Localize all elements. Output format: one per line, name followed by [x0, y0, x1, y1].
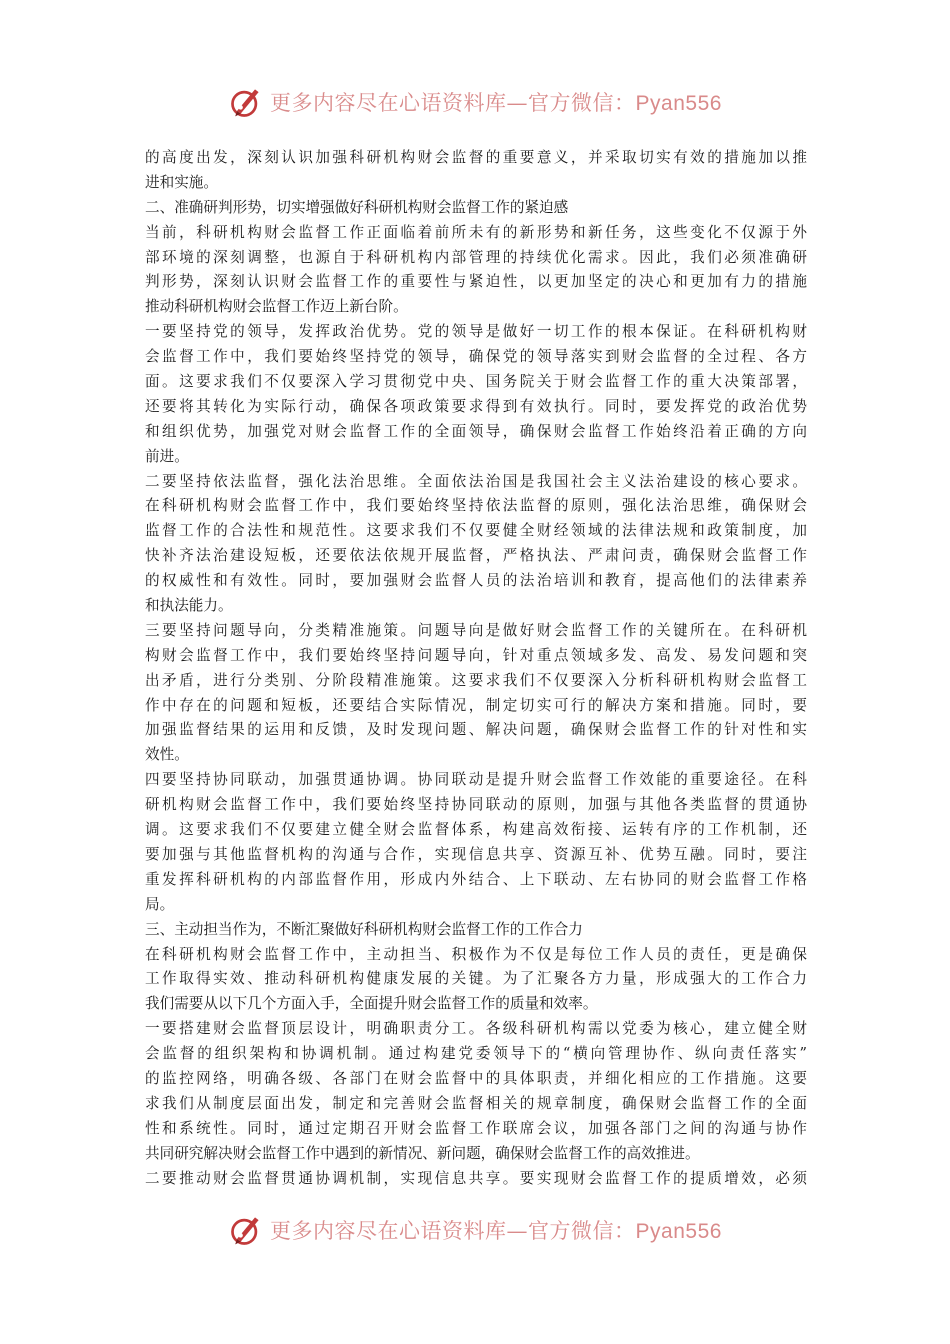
text-line: 研机构财会监督工作中，我们要始终坚持协同联动的原则，加强与其他各类监督的贯通协 [145, 796, 807, 814]
text-line: 性和系统性。同时，通过定期召开财会监督工作联席会议，加强各部门之间的沟通与协作 [145, 1119, 807, 1137]
text-line: 四要坚持协同联动，加强贯通协调。协同联动是提升财会监督工作效能的重要途径。在科 [145, 771, 807, 789]
text-line: 工作取得实效、推动科研机构健康发展的关键。为了汇聚各方力量，形成强大的工作合力 [145, 970, 807, 988]
text-line: 和组织优势，加强党对财会监督工作的全面领导，确保财会监督工作始终沿着正确的方向 [145, 422, 807, 440]
text-line: 求我们从制度层面出发，制定和完善财会监督相关的规章制度，确保财会监督工作的全面 [145, 1094, 807, 1112]
text-line: 会监督的组织架构和协调机制。通过构建党委领导下的“横向管理协作、纵向责任落实” [145, 1045, 807, 1063]
footer-banner-text: 更多内容尽在心语资料库—官方微信：Pyan556 [270, 1219, 722, 1243]
text-line: 判形势，深刻认识财会监督工作的重要性与紧迫性，以更加坚定的决心和更加有力的措施 [145, 273, 807, 291]
text-line: 我们需要从以下几个方面入手，全面提升财会监督工作的质量和效率。 [145, 995, 598, 1013]
text-line: 三、主动担当作为，不断汇聚做好科研机构财会监督工作的工作合力 [145, 920, 583, 938]
pen-logo-icon [228, 84, 264, 120]
text-line: 重发挥科研机构的内部监督作用，形成内外结合、上下联动、左右协同的财会监督工作格 [145, 870, 807, 888]
text-line: 的监控网络，明确各级、各部门在财会监督中的具体职责，并细化相应的工作措施。这要 [145, 1069, 807, 1087]
text-line: 共同研究解决财会监督工作中遇到的新情况、新问题，确保财会监督工作的高效推进。 [145, 1144, 700, 1162]
text-line: 二要坚持依法监督，强化法治思维。全面依法治国是我国社会主义法治建设的核心要求。 [145, 472, 807, 490]
text-line: 还要将其转化为实际行动，确保各项政策要求得到有效执行。同时，要发挥党的政治优势 [145, 397, 807, 415]
text-line: 要加强与其他监督机构的沟通与合作，实现信息共享、资源互补、优势互融。同时，要注 [145, 845, 807, 863]
text-line: 加强监督结果的运用和反馈，及时发现问题、解决问题，确保财会监督工作的针对性和实 [145, 721, 807, 739]
text-line: 会监督工作中，我们要始终坚持党的领导，确保党的领导落实到财会监督的全过程、各方 [145, 348, 807, 366]
text-line: 出矛盾，进行分类别、分阶段精准施策。这要求我们不仅要深入分析科研机构财会监督工 [145, 671, 807, 689]
text-line: 在科研机构财会监督工作中，我们要始终坚持依法监督的原则，强化法治思维，确保财会 [145, 497, 807, 515]
text-line: 构财会监督工作中，我们要始终坚持问题导向，针对重点领域多发、高发、易发问题和突 [145, 646, 807, 664]
text-line: 在科研机构财会监督工作中，主动担当、积极作为不仅是每位工作人员的责任，更是确保 [145, 945, 807, 963]
text-line: 一要搭建财会监督顶层设计，明确职责分工。各级科研机构需以党委为核心，建立健全财 [145, 1020, 807, 1038]
text-line: 调。这要求我们不仅要建立健全财会监督体系，构建高效衔接、运转有序的工作机制，还 [145, 821, 807, 839]
wechat-id: Pyan556 [635, 92, 722, 115]
text-line: 的高度出发，深刻认识加强科研机构财会监督的重要意义，并采取切实有效的措施加以推 [145, 149, 807, 166]
header-banner [0, 80, 950, 124]
text-line: 三要坚持问题导向，分类精准施策。问题导向是做好财会监督工作的关键所在。在科研机 [145, 621, 807, 639]
text-line: 快补齐法治建设短板，还要依法依规开展监督，严格执法、严肃问责，确保财会监督工作 [145, 547, 807, 565]
text-line: 局。 [145, 895, 175, 913]
wechat-id: Pyan556 [635, 1220, 722, 1243]
text-line: 进和实施。 [145, 173, 218, 191]
text-line: 和执法能力。 [145, 597, 233, 615]
header-banner-text: 更多内容尽在心语资料库—官方微信：Pyan556 [270, 91, 722, 115]
pen-logo-icon [228, 1212, 264, 1248]
text-line: 效性。 [145, 746, 189, 764]
text-line: 部环境的深刻调整，也源自于科研机构内部管理的持续优化需求。因此，我们必须准确研 [145, 248, 807, 266]
text-line: 当前，科研机构财会监督工作正面临着前所未有的新形势和新任务，这些变化不仅源于外 [145, 223, 807, 241]
text-line: 推动科研机构财会监督工作迈上新台阶。 [145, 298, 408, 316]
text-line: 监督工作的合法性和规范性。这要求我们不仅要健全财经领域的法律法规和政策制度，加 [145, 522, 807, 540]
text-line: 二、准确研判形势，切实增强做好科研机构财会监督工作的紧迫感 [145, 198, 569, 216]
text-line: 作中存在的问题和短板，还要结合实际情况，制定切实可行的解决方案和措施。同时，要 [145, 696, 807, 714]
text-line: 前进。 [145, 447, 189, 465]
text-line: 的权威性和有效性。同时，要加强财会监督人员的法治培训和教育，提高他们的法律素养 [145, 572, 807, 590]
text-line: 一要坚持党的领导，发挥政治优势。党的领导是做好一切工作的根本保证。在科研机构财 [145, 323, 807, 341]
text-line: 二要推动财会监督贯通协调机制，实现信息共享。要实现财会监督工作的提质增效，必须 [145, 1169, 807, 1187]
document-body [145, 146, 807, 1191]
text-line: 面。这要求我们不仅要深入学习贯彻党中央、国务院关于财会监督工作的重大决策部署， [145, 373, 807, 391]
footer-banner [0, 1208, 950, 1252]
